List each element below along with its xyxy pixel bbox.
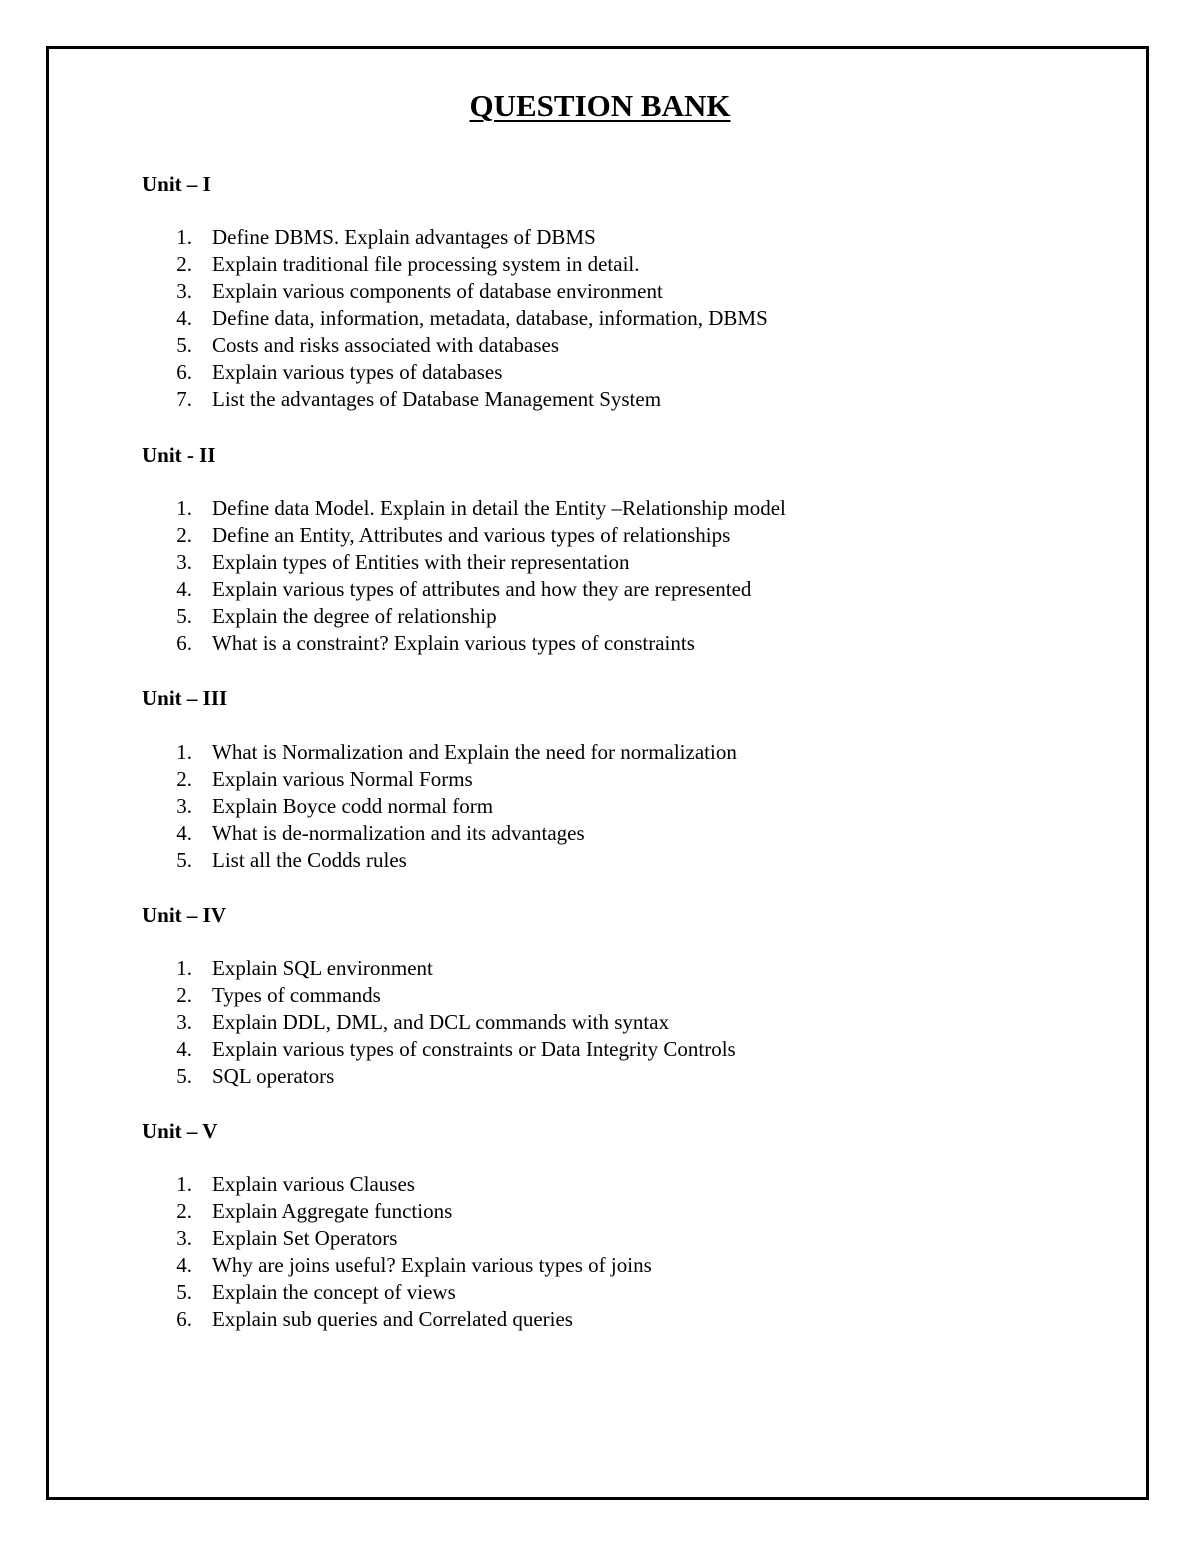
question-item [142,278,768,305]
question-item [142,359,768,386]
question-number: 3. [176,794,192,818]
question-text: Explain DDL, DML, and DCL commands with syntax [212,1010,670,1034]
unit-3-question-list [142,739,737,874]
question-text: SQL operators [212,1064,335,1088]
question-text: Explain various types of constraints or Data Integrity Controls [212,1037,736,1061]
unit-5-question-list [142,1171,652,1333]
unit-2-heading: Unit - II [142,443,216,467]
question-text: What is a constraint? Explain various types of constraints [212,631,695,655]
question-item [142,251,768,278]
question-number: 1. [176,740,192,764]
question-item [142,793,737,820]
question-number: 5. [176,333,192,357]
question-text: Explain various Normal Forms [212,767,473,791]
question-item [142,955,736,982]
question-number: 7. [176,387,192,411]
question-number: 5. [176,604,192,628]
question-text: Why are joins useful? Explain various types of joins [212,1253,652,1277]
question-number: 6. [176,360,192,384]
question-item [142,982,736,1009]
page-title: QUESTION BANK [469,88,731,123]
unit-1-question-list [142,224,768,413]
question-item [142,820,737,847]
question-number: 2. [176,983,192,1007]
question-number: 5. [176,848,192,872]
question-text: Explain Set Operators [212,1226,398,1250]
question-item [142,603,786,630]
question-text: Explain various types of databases [212,360,503,384]
question-item [142,576,786,603]
question-item [142,1171,652,1198]
question-number: 2. [176,1199,192,1223]
question-item [142,332,768,359]
question-number: 3. [176,279,192,303]
question-text: Define DBMS. Explain advantages of DBMS [212,225,596,249]
question-text: Explain types of Entities with their representation [212,550,630,574]
question-number: 4. [176,577,192,601]
question-item [142,549,786,576]
question-item [142,1063,736,1090]
question-text: Explain Boyce codd normal form [212,794,494,818]
question-text: Explain sub queries and Correlated queries [212,1307,573,1331]
question-text: Explain the concept of views [212,1280,456,1304]
question-item [142,1279,652,1306]
question-number: 2. [176,767,192,791]
question-number: 1. [176,1172,192,1196]
question-text: Explain various components of database environment [212,279,663,303]
question-text: List the advantages of Database Management System [212,387,662,411]
unit-4-question-list [142,955,736,1090]
question-item [142,847,737,874]
unit-1-heading: Unit – I [142,172,211,196]
question-item [142,305,768,332]
question-number: 6. [176,631,192,655]
unit-3-heading: Unit – III [142,686,228,710]
question-number: 4. [176,1253,192,1277]
question-text: Explain various Clauses [212,1172,415,1196]
question-item [142,1036,736,1063]
question-item [142,1198,652,1225]
question-text: Explain SQL environment [212,956,433,980]
question-text: Define an Entity, Attributes and various types of relationships [212,523,731,547]
question-item [142,1306,652,1333]
question-item [142,224,768,251]
question-text: Explain Aggregate functions [212,1199,453,1223]
question-number: 3. [176,550,192,574]
question-text: What is de-normalization and its advantages [212,821,585,845]
question-item [142,1009,736,1036]
question-number: 2. [176,252,192,276]
question-number: 1. [176,956,192,980]
question-number: 4. [176,1037,192,1061]
question-item [142,630,786,657]
question-text: Explain traditional file processing system in detail. [212,252,640,276]
question-text: Define data, information, metadata, database, information, DBMS [212,306,768,330]
question-number: 2. [176,523,192,547]
question-text: Costs and risks associated with databases [212,333,560,357]
question-item [142,739,737,766]
question-text: List all the Codds rules [212,848,407,872]
question-item [142,766,737,793]
question-number: 4. [176,821,192,845]
question-item [142,522,786,549]
question-text: Explain various types of attributes and how they are represented [212,577,752,601]
question-number: 5. [176,1064,192,1088]
unit-5-heading: Unit – V [142,1119,218,1143]
unit-2-question-list [142,495,786,657]
question-number: 4. [176,306,192,330]
question-item [142,386,768,413]
question-text: Types of commands [212,983,381,1007]
question-item [142,495,786,522]
question-number: 1. [176,496,192,520]
question-text: Explain the degree of relationship [212,604,497,628]
question-number: 5. [176,1280,192,1304]
question-item [142,1252,652,1279]
question-number: 1. [176,225,192,249]
unit-4-heading: Unit – IV [142,903,227,927]
question-text: What is Normalization and Explain the need for normalization [212,740,737,764]
question-text: Define data Model. Explain in detail the Entity –Relationship model [212,496,786,520]
question-item [142,1225,652,1252]
question-number: 3. [176,1226,192,1250]
question-number: 3. [176,1010,192,1034]
question-number: 6. [176,1307,192,1331]
